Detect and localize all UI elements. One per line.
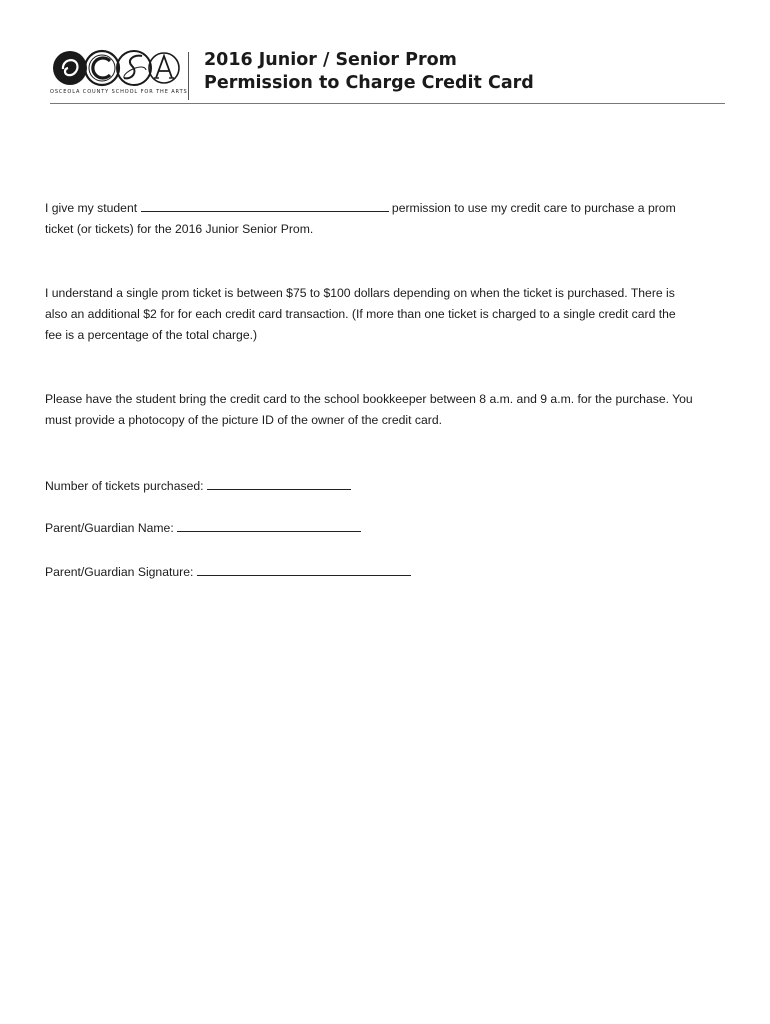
paragraph-line: ticket (or tickets) for the 2016 Junior Senior Prom. [45, 222, 314, 236]
parent-signature-blank[interactable] [197, 563, 411, 576]
logo-tagline: OSCEOLA COUNTY SCHOOL FOR THE ARTS [50, 89, 188, 95]
title-line-1: 2016 Junior / Senior Prom [204, 50, 457, 70]
ocsa-logo-icon [52, 48, 180, 88]
paragraph-line: fee is a percentage of the total charge.) [45, 328, 258, 342]
paragraph-ticket-cost [45, 283, 725, 346]
parent-signature-label: Parent/Guardian Signature: [45, 565, 194, 579]
paragraph-line: Please have the student bring the credit card to the school bookkeeper between 8 a.m. and 9 a.m. for the purchase. You [45, 392, 693, 406]
ocsa-logo [50, 48, 188, 100]
paragraph-permission [45, 198, 725, 240]
document-header [50, 46, 725, 104]
header-divider [188, 52, 189, 100]
paragraph-line: must provide a photocopy of the picture ID of the owner of the credit card. [45, 413, 442, 427]
student-name-blank[interactable] [141, 199, 389, 212]
tickets-field [45, 477, 351, 495]
tickets-label: Number of tickets purchased: [45, 479, 204, 493]
parent-signature-field [45, 563, 411, 581]
title-line-2: Permission to Charge Credit Card [204, 73, 534, 93]
text-segment: permission to use my credit care to purchase a prom [391, 201, 676, 215]
header-rule [50, 103, 725, 104]
text-segment: I give my student [45, 201, 138, 215]
parent-name-field [45, 519, 361, 537]
page-title [204, 49, 534, 95]
paragraph-instructions [45, 389, 725, 431]
paragraph-line [45, 198, 725, 219]
paragraph-line: I understand a single prom ticket is between $75 to $100 dollars depending on when the ticket is purchased. There is [45, 286, 675, 300]
paragraph-line: also an additional $2 for for each credit card transaction. (If more than one ticket is charged to a single credit card the [45, 307, 676, 321]
tickets-blank[interactable] [207, 477, 351, 490]
parent-name-blank[interactable] [177, 519, 361, 532]
parent-name-label: Parent/Guardian Name: [45, 521, 174, 535]
